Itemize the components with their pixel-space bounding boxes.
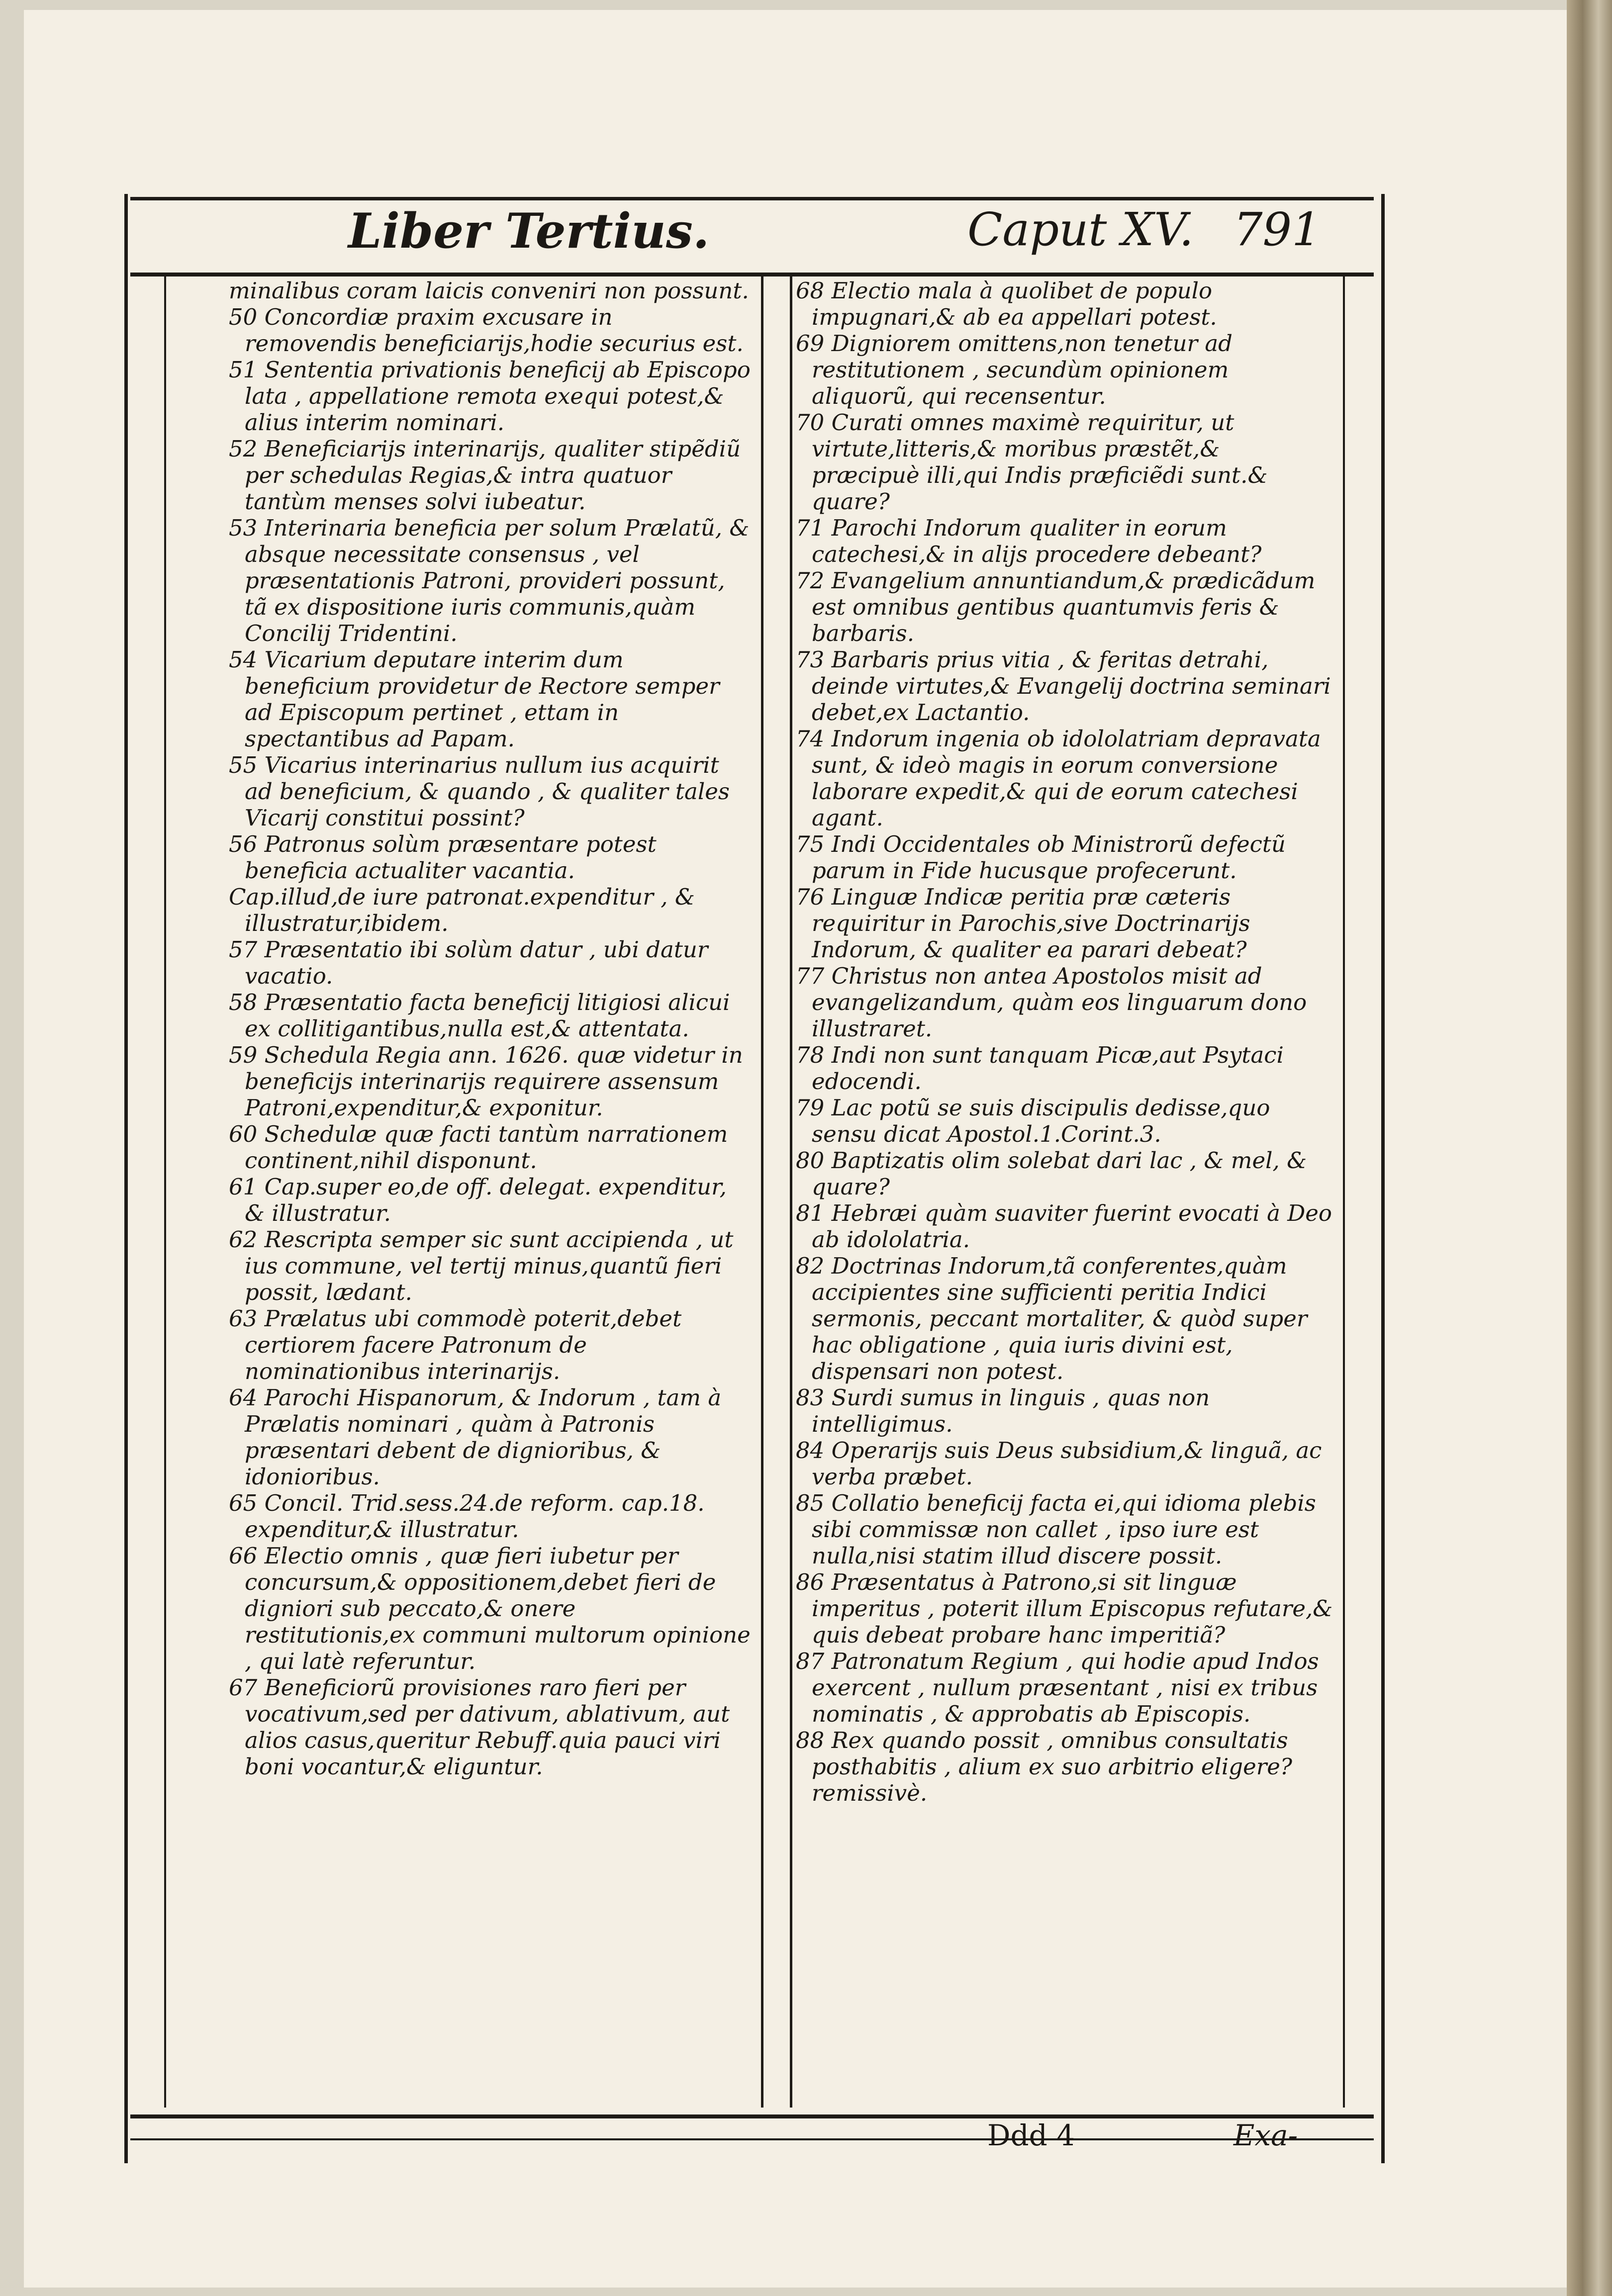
index-entry: 66 Electio omnis , quæ fieri iubetur per concursum,& oppositionem,debet fieri de digniori sub peccato,& onere restitutionis,ex communi multorum opinione , qui latè referuntur. [229,1543,751,1674]
index-entry: 77 Christus non antea Apostolos misit ad evangelizandum, quàm eos linguarum dono illustraret. [796,963,1307,1042]
index-entry: 51 Sententia privationis beneficij ab Episcopo lata , appellatione remota exequi potest,& alius interim nominari. [229,357,751,436]
index-entry: 83 Surdi sumus in linguis , quas non intelligimus. [796,1384,1210,1437]
index-entry: 85 Collatio beneficij facta ei,qui idioma plebis sibi commissæ non callet , ipso iure est nulla,nisi statim illud discere possit. [796,1490,1316,1569]
footer-rule [130,2114,1374,2118]
index-entry: minalibus coram laicis conveniri non possunt. [229,277,749,304]
index-entry: 75 Indi Occidentales ob Ministrorũ defectũ parum in Fide hucusque profecerunt. [796,831,1286,884]
signature-mark: Ddd 4 [987,2118,1075,2152]
index-entry: 87 Patronatum Regium , qui hodie apud Indos exercent , nullum præsentant , nisi ex tribus nominatis , & approbatis ab Episcopis. [796,1648,1319,1727]
index-entry: 74 Indorum ingenia ob idololatriam depravata sunt, & ideò magis in eorum conversione laborare expedit,& qui de eorum catechesi agant. [796,726,1321,831]
footer-rule-thin [130,2138,1374,2140]
index-entry: 65 Concil. Trid.sess.24.de reform. cap.18. expenditur,& illustratur. [229,1490,705,1543]
index-entry: 53 Interinaria beneficia per solum Prælatũ, & absque necessitate consensus , vel præsentationis Patroni, provideri possunt, tã ex dispositione iuris communis,quàm Concilij Tridentini. [229,515,750,646]
running-head-book: Liber Tertius. [348,203,710,259]
index-entry: 82 Doctrinas Indorum,tã conferentes,quàm accipientes sine sufficienti peritia Indici sermonis, peccant mortaliter, & quòd super hac obligatione , quia iuris divini est, dispensari non potest. [796,1253,1308,1384]
book-edge [1567,0,1612,2296]
index-entry: 78 Indi non sunt tanquam Picæ,aut Psytaci edocendi. [796,1042,1284,1095]
left-column [229,277,751,1780]
index-entry: 80 Baptizatis olim solebat dari lac , & mel, & quare? [796,1147,1307,1200]
running-head-chapter: Caput XV. [967,203,1194,256]
index-entry: 62 Rescripta semper sic sunt accipienda , ut ius commune, vel tertij minus,quantũ fieri possit, lædant. [229,1226,734,1305]
index-entry: 70 Curati omnes maximè requiritur, ut virtute,litteris,& moribus præstẽt,& præcipuè illi,qui Indis præficiẽdi sunt.& quare? [796,409,1268,515]
index-entry: 63 Prælatus ubi commodè poterit,debet certiorem facere Patronum de nominationibus interinarijs. [229,1305,682,1384]
index-entry: 54 Vicarium deputare interim dum beneficium providetur de Rectore semper ad Episcopum pertinet , ettam in spectantibus ad Papam. [229,646,720,752]
index-entry: 71 Parochi Indorum qualiter in eorum catechesi,& in alijs procedere debeant? [796,515,1262,567]
index-entry: 61 Cap.super eo,de off. delegat. expenditur, & illustratur. [229,1174,727,1226]
index-entry: 73 Barbaris prius vitia , & feritas detrahi, deinde virtutes,& Evangelij doctrina seminari debet,ex Lactantio. [796,646,1331,726]
index-entry: 58 Præsentatio facta beneficij litigiosi alicui ex collitigantibus,nulla est,& attentata. [229,989,730,1042]
index-entry: 52 Beneficiarijs interinarijs, qualiter stipẽdiũ per schedulas Regias,& intra quatuor tantùm menses solvi iubeatur. [229,436,741,515]
inner-rule-right [1343,273,1345,2108]
page-number: 791 [1233,203,1321,256]
index-entry: 88 Rex quando possit , omnibus consultatis posthabitis , alium ex suo arbitrio eligere? remissivè. [796,1727,1292,1806]
index-entry: 60 Schedulæ quæ facti tantùm narrationem continent,nihil disponunt. [229,1121,728,1174]
index-entry: 59 Schedula Regia ann. 1626. quæ videtur in beneficijs interinarijs requirere assensum Patroni,expenditur,& exponitur. [229,1042,743,1121]
index-entry: 86 Præsentatus à Patrono,si sit linguæ imperitus , poterit illum Episcopus refutare,& quis debeat probare hanc imperitiã? [796,1569,1333,1648]
index-entry: 55 Vicarius interinarius nullum ius acquirit ad beneficium, & quando , & qualiter tales Vicarij constitui possint? [229,752,730,831]
column-divider-right [790,273,792,2108]
index-entry: 64 Parochi Hispanorum, & Indorum , tam à Prælatis nominari , quàm à Patronis præsentari debent de dignioribus, & idonioribus. [229,1384,722,1490]
index-entry: 67 Beneficiorũ provisiones raro fieri per vocativum,sed per dativum, ablativum, aut alios casus,queritur Rebuff.quia pauci viri boni vocantur,& eliguntur. [229,1674,730,1780]
catchword: Exa- [1233,2118,1298,2152]
index-entry: 57 Præsentatio ibi solùm datur , ubi datur vacatio. [229,936,708,989]
index-entry: 84 Operarijs suis Deus subsidium,& linguã, ac verba præbet. [796,1437,1322,1490]
index-entry: Cap.illud,de iure patronat.expenditur , & illustratur,ibidem. [229,884,695,936]
header-rule [130,273,1374,276]
index-entry: 69 Digniorem omittens,non tenetur ad restitutionem , secundùm opinionem aliquorũ, qui recensentur. [796,330,1233,409]
index-entry: 81 Hebræi quàm suaviter fuerint evocati à Deo ab idololatria. [796,1200,1332,1253]
inner-rule-left [164,273,166,2108]
top-rule [130,197,1374,200]
index-entry: 56 Patronus solùm præsentare potest beneficia actualiter vacantia. [229,831,657,884]
index-entry: 68 Electio mala à quolibet de populo impugnari,& ab ea appellari potest. [796,277,1217,330]
index-entry: 50 Concordiæ praxim excusare in removendis beneficiarijs,hodie securius est. [229,304,744,357]
index-entry: 79 Lac potũ se suis discipulis dedisse,quo sensu dicat Apostol.1.Corint.3. [796,1095,1270,1147]
right-column [796,277,1333,1806]
column-divider-left [761,273,763,2108]
index-entry: 76 Linguæ Indicæ peritia præ cæteris requiritur in Parochis,sive Doctrinarijs Indorum, & qualiter ea parari debeat? [796,884,1250,963]
index-entry: 72 Evangelium annuntiandum,& prædicãdum est omnibus gentibus quantumvis feris & barbaris. [796,567,1316,646]
